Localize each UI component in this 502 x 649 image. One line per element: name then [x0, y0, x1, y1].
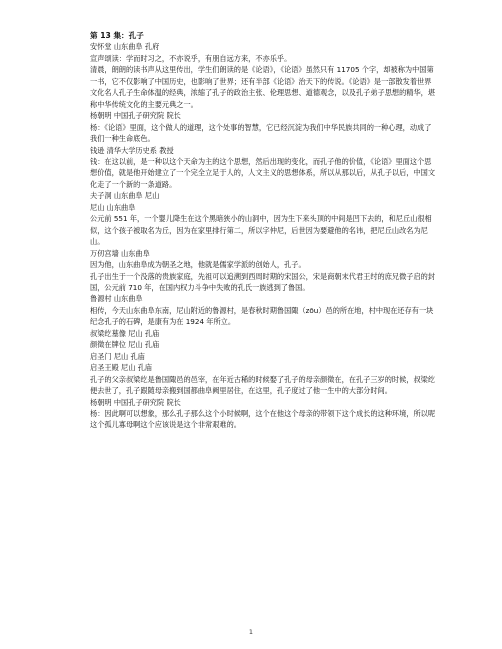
narration-paragraph: 公元前 551 年，一个婴儿降生在这个黑暗狭小的山洞中，因为生下来头顶的中间是凹下去的，和尼丘山很相似，这个孩子被取名为丘，因为在家里排行第二，所以字仲尼，后世因为要避他的名讳，把尼丘山改名为尼山。 [90, 214, 432, 247]
narration-paragraph: 因为他，山东曲阜成为朝圣之地，他就是儒家学派的创始人，孔子。 [90, 260, 306, 270]
interview-quote: 杨：因此啊可以想象，那么孔子那么这个小时候啊，这个在他这个母亲的带领下这个成长的这种环境，所以呢这个孤儿寡母啊这个应该说是这个非常艰难的。 [90, 408, 436, 430]
narration-paragraph: 孔子的父亲叔梁纥是鲁国陬邑的邑宰，在年近古稀的时候娶了孔子的母亲颜徵在，在孔子三岁的时候，叔梁纥便去世了，孔子跟随母亲搬到国都曲阜阙里居住，在这里，孔子度过了他一生中的大部分时间。 [90, 374, 436, 396]
location-caption: 夫子洞 山东曲阜 尼山 [90, 191, 160, 201]
episode-title: 第 13 集：孔子 [90, 31, 144, 40]
narration-paragraph: 清晨，朗朗的读书声从这里传出，学生们朗读的是《论语》，《论语》虽然只有 11705 个字，却被称为中国第一书，它不仅影响了中国历史，也影响了世界；还有半部《论语》治天下的传说。《论语》是一部散发着世界文化名人孔子生命体温的经典，浓缩了孔子的政治主张、伦理思想、道德观念，以及孔子弟子思想的精华，堪称中华传统文化的主要元典之一。 [90, 65, 436, 109]
location-caption: 鲁源村 山东曲阜 [90, 294, 143, 304]
speaker-caption: 杨朝明 中国孔子研究院 院长 [90, 397, 181, 407]
location-caption: 启圣门 尼山 孔庙 [90, 351, 145, 361]
location-caption: 万仞宫墙 山东曲阜 [90, 248, 150, 258]
speaker-caption: 钱逊 清华大学历史系 教授 [90, 145, 174, 155]
narration-paragraph: 孔子出生于一个没落的贵族家庭，先祖可以追溯到西周时期的宋国公，宋是商朝末代君王纣的庶兄微子启的封国，公元前 710 年，在国内权力斗争中失败的孔氏一族逃到了鲁国。 [90, 271, 436, 292]
location-caption: 颜徵在牌位 尼山 孔庙 [90, 340, 160, 350]
location-caption: 安怀堂 山东曲阜 孔府 [90, 42, 160, 52]
recitation-line: 宣声颂读：学而时习之，不亦说乎，有朋自远方来，不亦乐乎。 [90, 53, 292, 63]
narration-paragraph: 相传，今天山东曲阜东南，尼山附近的鲁源村，是春秋时期鲁国陬（zōu）邑的所在地，村中现在还存有一块纪念孔子的石碑，是康有为在 1924 年所立。 [90, 305, 434, 327]
location-caption: 尼山 山东曲阜 [90, 202, 136, 212]
location-caption: 叔梁纥墓像 尼山 孔庙 [90, 328, 160, 338]
speaker-caption: 杨朝明 中国孔子研究院 院长 [90, 111, 181, 121]
interview-quote: 杨：《论语》里面，这个做人的道理，这个处事的智慧，它已经沉淀为我们中华民族共同的一种心理，动成了我们一种生命底色。 [90, 122, 432, 144]
interview-quote: 钱：在这以前，是一种以这个天命为主的这个思想，然后出现的变化，而孔子他的价值，《论语》里面这个思想价值，就是他开始建立了一个完全立足于人的，人文主义的思想体系，所以从那以后，从孔子以后，中国文化走了一个新的一条道路。 [90, 156, 436, 189]
document-body [90, 30, 436, 431]
location-caption: 启圣王殿 尼山 孔庙 [90, 363, 153, 373]
page-number: 1 [248, 628, 254, 636]
